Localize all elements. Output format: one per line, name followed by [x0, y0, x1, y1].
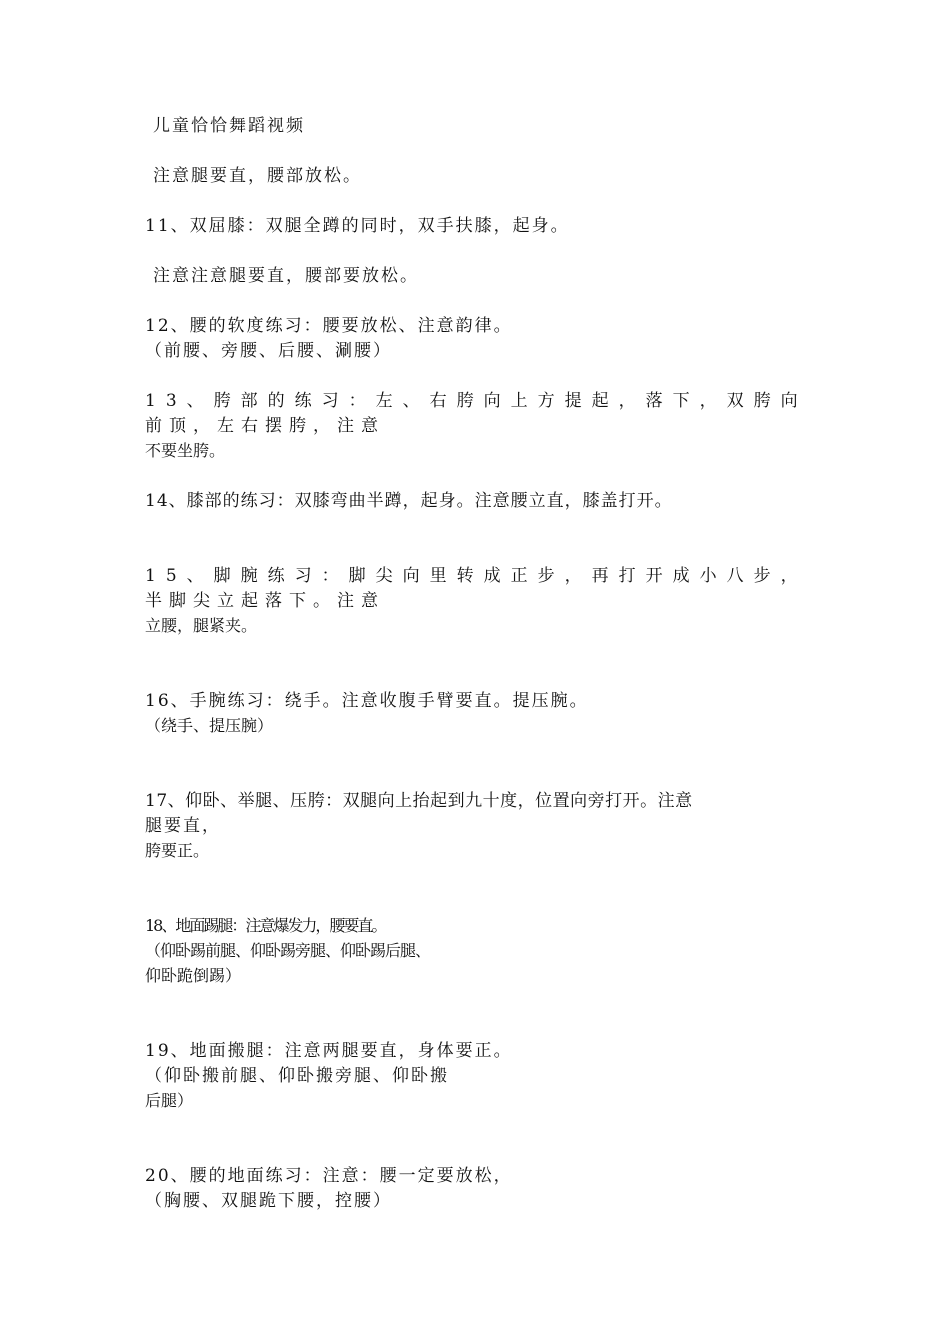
paragraph-line: 18、地面踢腿：注意爆发力，腰要直。: [145, 916, 386, 935]
paragraph-line: 注意注意腿要直，腰部要放松。: [153, 266, 419, 286]
paragraph-line: 不要坐胯。: [145, 441, 226, 460]
paragraph-line: 20、腰的地面练习：注意：腰一定要放松，: [145, 1166, 513, 1186]
paragraph-line: 仰卧跪倒踢）: [145, 966, 242, 985]
paragraph-line: 14、膝部的练习：双膝弯曲半蹲，起身。注意腰立直，膝盖打开。: [145, 491, 673, 511]
paragraph-line: 16、手腕练习：绕手。注意收腹手臂要直。提压腕。: [145, 691, 589, 711]
paragraph-line: 腿要直，: [145, 816, 221, 836]
paragraph-line: 前顶，左右摆胯，注意: [145, 416, 385, 436]
paragraph-line: 17、仰卧、举腿、压胯：双腿向上抬起到九十度，位置向旁打开。注意: [145, 791, 693, 811]
paragraph-line: 立腰，腿紧夹。: [145, 616, 258, 635]
paragraph-line: 注意腿要直，腰部放松。: [153, 166, 362, 186]
paragraph-line: 后腿）: [145, 1091, 194, 1110]
paragraph-line: （前腰、旁腰、后腰、涮腰）: [145, 341, 392, 361]
paragraph-line: 12、腰的软度练习：腰要放松、注意韵律。: [145, 316, 513, 336]
paragraph-line: 11、双屈膝：双腿全蹲的同时，双手扶膝，起身。: [145, 216, 570, 236]
paragraph-line: 半脚尖立起落下。注意: [145, 591, 385, 611]
paragraph-line: 15、脚腕练习：脚尖向里转成正步，再打开成小八步，: [145, 566, 808, 586]
paragraph-line: 胯要正。: [145, 841, 210, 860]
paragraph-line: （绕手、提压腕）: [145, 716, 274, 735]
paragraph-line: （仰卧踢前腿、仰卧踢旁腿、仰卧踢后腿、: [145, 941, 431, 960]
paragraph-line: 13、胯部的练习：左、右胯向上方提起，落下，双胯向: [145, 391, 808, 411]
document-title: 儿童恰恰舞蹈视频: [153, 116, 305, 136]
paragraph-line: （仰卧搬前腿、仰卧搬旁腿、仰卧搬: [145, 1066, 449, 1086]
paragraph-line: （胸腰、双腿跪下腰，控腰）: [145, 1191, 392, 1211]
paragraph-line: 19、地面搬腿：注意两腿要直，身体要正。: [145, 1041, 513, 1061]
